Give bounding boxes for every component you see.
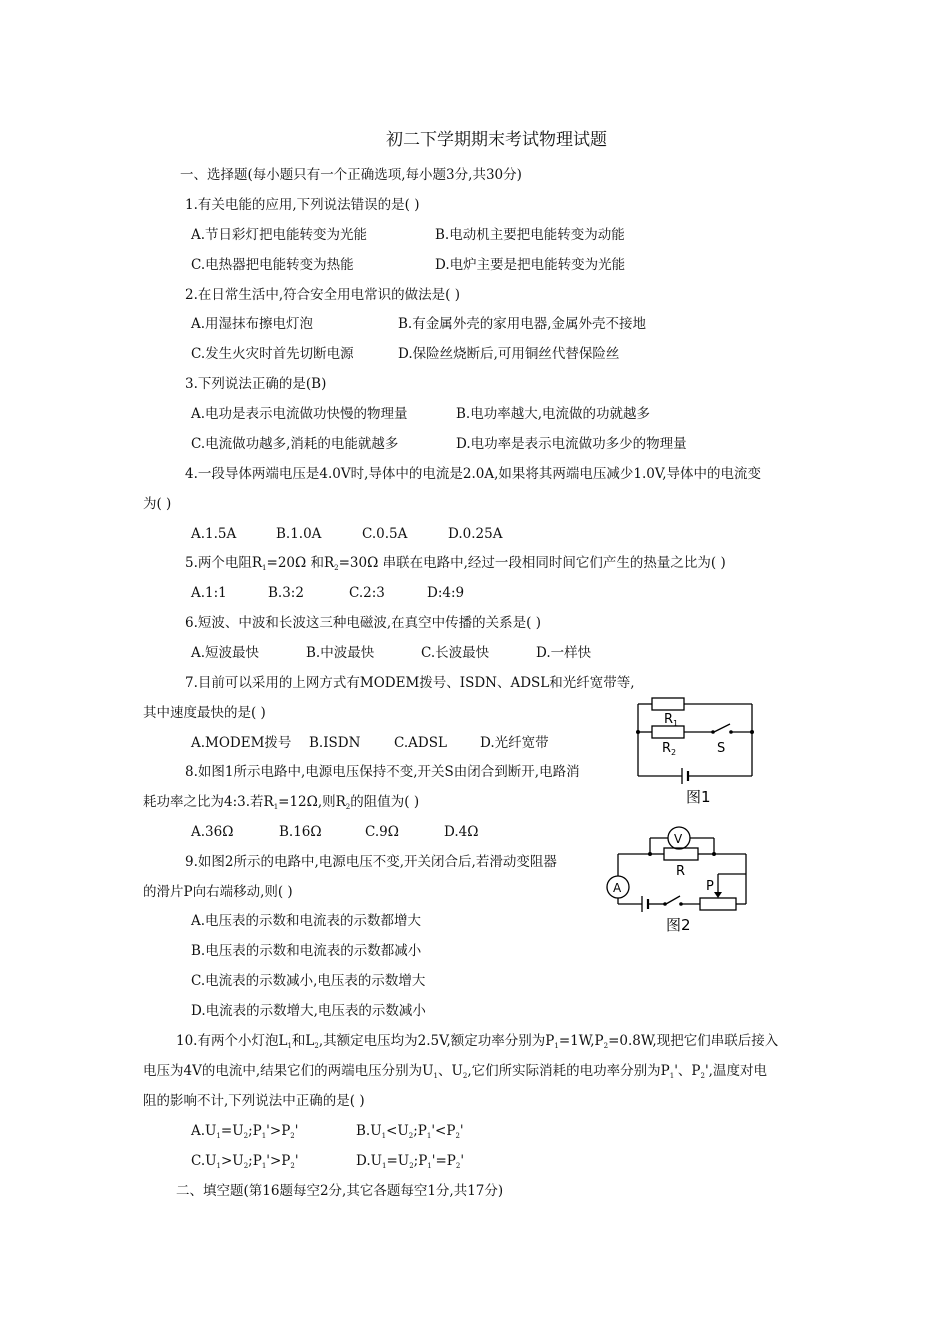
- option-c: C.电热器把电能转变为热能: [191, 257, 354, 273]
- option-a: A.1:1: [191, 585, 227, 601]
- option-b: B.电压表的示数和电流表的示数都减小: [191, 943, 422, 959]
- question-stem: 1.有关电能的应用,下列说法错误的是( ): [185, 197, 420, 213]
- option-c: C.电流做功越多,消耗的电能就越多: [191, 436, 399, 452]
- option-c: C.电流表的示数减小,电压表的示数增大: [191, 973, 426, 989]
- option-c: C.2:3: [349, 585, 385, 601]
- question-stem: 10.有两个小灯泡$L_1$和$L_2$,其额定电压均为2.5V,额定功率分别为$P_1=1W,P_2=0.8W$,现把它们串联后接入: [176, 1033, 779, 1050]
- option-d: D:4:9: [427, 585, 465, 601]
- option-a: A.36Ω: [191, 824, 234, 840]
- option-b: B.16Ω: [279, 824, 322, 840]
- question-stem: 2.在日常生活中,符合安全用电常识的做法是( ): [185, 287, 460, 303]
- option-d: D.一样快: [536, 645, 592, 661]
- question-stem: 6.短波、中波和长波这三种电磁波,在真空中传播的关系是( ): [185, 615, 541, 631]
- option-d: $D.U_1=U_2;P_1'=P_2'$: [356, 1153, 465, 1170]
- section-heading: 一、选择题(每小题只有一个正确选项,每小题3分,共30分): [180, 167, 522, 183]
- label-r2: $R_2$: [662, 741, 677, 757]
- option-b: B.电功率越大,电流做的功就越多: [456, 406, 651, 422]
- option-d: D.0.25A: [448, 526, 503, 542]
- option-a: A.电功是表示电流做功快慢的物理量: [191, 406, 408, 422]
- option-d: D.光纤宽带: [480, 735, 549, 751]
- question-stem: 4.一段导体两端电压是4.0V时,导体中的电流是2.0A,如果将其两端电压减少1.0V,导体中的电流变: [185, 466, 762, 482]
- slider-arrow-icon: [714, 892, 722, 898]
- circuit-figure-1: [628, 690, 760, 808]
- figure-caption: 图1: [686, 788, 711, 806]
- question-stem-cont: 阻的影响不计,下列说法中正确的是( ): [143, 1093, 365, 1109]
- question-stem: 3.下列说法正确的是(B): [185, 376, 327, 392]
- option-c: C.ADSL: [394, 735, 447, 751]
- question-stem: 7.目前可以采用的上网方式有MODEM拨号、ISDN、ADSL和光纤宽带等,: [185, 675, 635, 691]
- question-stem-cont: 其中速度最快的是( ): [143, 705, 266, 721]
- page-title: 初二下学期期末考试物理试题: [386, 130, 607, 150]
- question-stem: 8.如图1所示电路中,电源电压保持不变,开关S由闭合到断开,电路消: [185, 764, 580, 780]
- question-stem: 5.两个电阻$R_1=20\Omega$ 和$R_2=30\Omega$ 串联在电路中,经过一段相同时间它们产生的热量之比为( ): [185, 555, 726, 572]
- option-b: B.中波最快: [306, 645, 375, 661]
- option-d: D.保险丝烧断后,可用铜丝代替保险丝: [398, 346, 620, 362]
- resistor-r2: [652, 726, 684, 738]
- option-d: D.电炉主要是把电能转变为光能: [435, 257, 626, 273]
- question-stem: 9.如图2所示的电路中,电源电压不变,开关闭合后,若滑动变阻器: [185, 854, 557, 870]
- resistor-r: [664, 848, 698, 860]
- option-a: A.用湿抹布擦电灯泡: [191, 316, 314, 332]
- option-b: $B.U_1<U_2;P_1'<P_2'$: [356, 1123, 464, 1140]
- rheostat: [700, 898, 736, 910]
- option-a: A.1.5A: [191, 526, 237, 542]
- option-d: D.4Ω: [444, 824, 479, 840]
- label-v: V: [674, 832, 683, 846]
- question-stem-cont: 耗功率之比为4:3.若$R_1=12\Omega$,则$R_2$的阻值为( ): [143, 794, 420, 811]
- label-r1: $R_1$: [664, 712, 679, 728]
- option-b: B.3:2: [268, 585, 304, 601]
- option-c: C.9Ω: [365, 824, 399, 840]
- question-stem-cont: 为( ): [143, 496, 172, 512]
- option-b: B.1.0A: [276, 526, 322, 542]
- label-s: S: [717, 741, 726, 756]
- label-p: P: [706, 879, 714, 894]
- figure-caption: 图2: [666, 916, 691, 934]
- option-c: C.长波最快: [421, 645, 490, 661]
- option-b: B.ISDN: [309, 735, 361, 751]
- option-a: $A.U_1=U_2;P_1'>P_2'$: [191, 1123, 299, 1140]
- resistor-r1: [652, 698, 684, 710]
- option-c: $C.U_1>U_2;P_1'>P_2'$: [191, 1153, 299, 1170]
- label-a: A: [613, 881, 622, 895]
- option-c: C.发生火灾时首先切断电源: [191, 346, 354, 362]
- switch-s: [714, 724, 730, 732]
- label-r: R: [676, 864, 686, 879]
- question-stem-cont: 的滑片P向右端移动,则( ): [143, 884, 293, 900]
- option-a: A.短波最快: [191, 645, 260, 661]
- option-c: C.0.5A: [362, 526, 408, 542]
- option-a: A.电压表的示数和电流表的示数都增大: [191, 913, 422, 929]
- circuit-figure-2: [600, 816, 750, 936]
- option-d: D.电功率是表示电流做功多少的物理量: [456, 436, 687, 452]
- switch-icon: [666, 896, 680, 904]
- section-heading: 二、填空题(第16题每空2分,其它各题每空1分,共17分): [176, 1183, 504, 1199]
- option-d: D.电流表的示数增大,电压表的示数减小: [191, 1003, 426, 1019]
- question-stem-cont: 电压为4V的电流中,结果它们的两端电压分别为$U_1$、$U_2$,它们所实际消耗的电功率分别为$P_1'$、$P_2'$,温度对电: [143, 1063, 767, 1080]
- option-a: A.节日彩灯把电能转变为光能: [191, 227, 368, 243]
- option-b: B.有金属外壳的家用电器,金属外壳不接地: [398, 316, 647, 332]
- option-b: B.电动机主要把电能转变为动能: [435, 227, 625, 243]
- option-a: A.MODEM拨号: [191, 735, 292, 751]
